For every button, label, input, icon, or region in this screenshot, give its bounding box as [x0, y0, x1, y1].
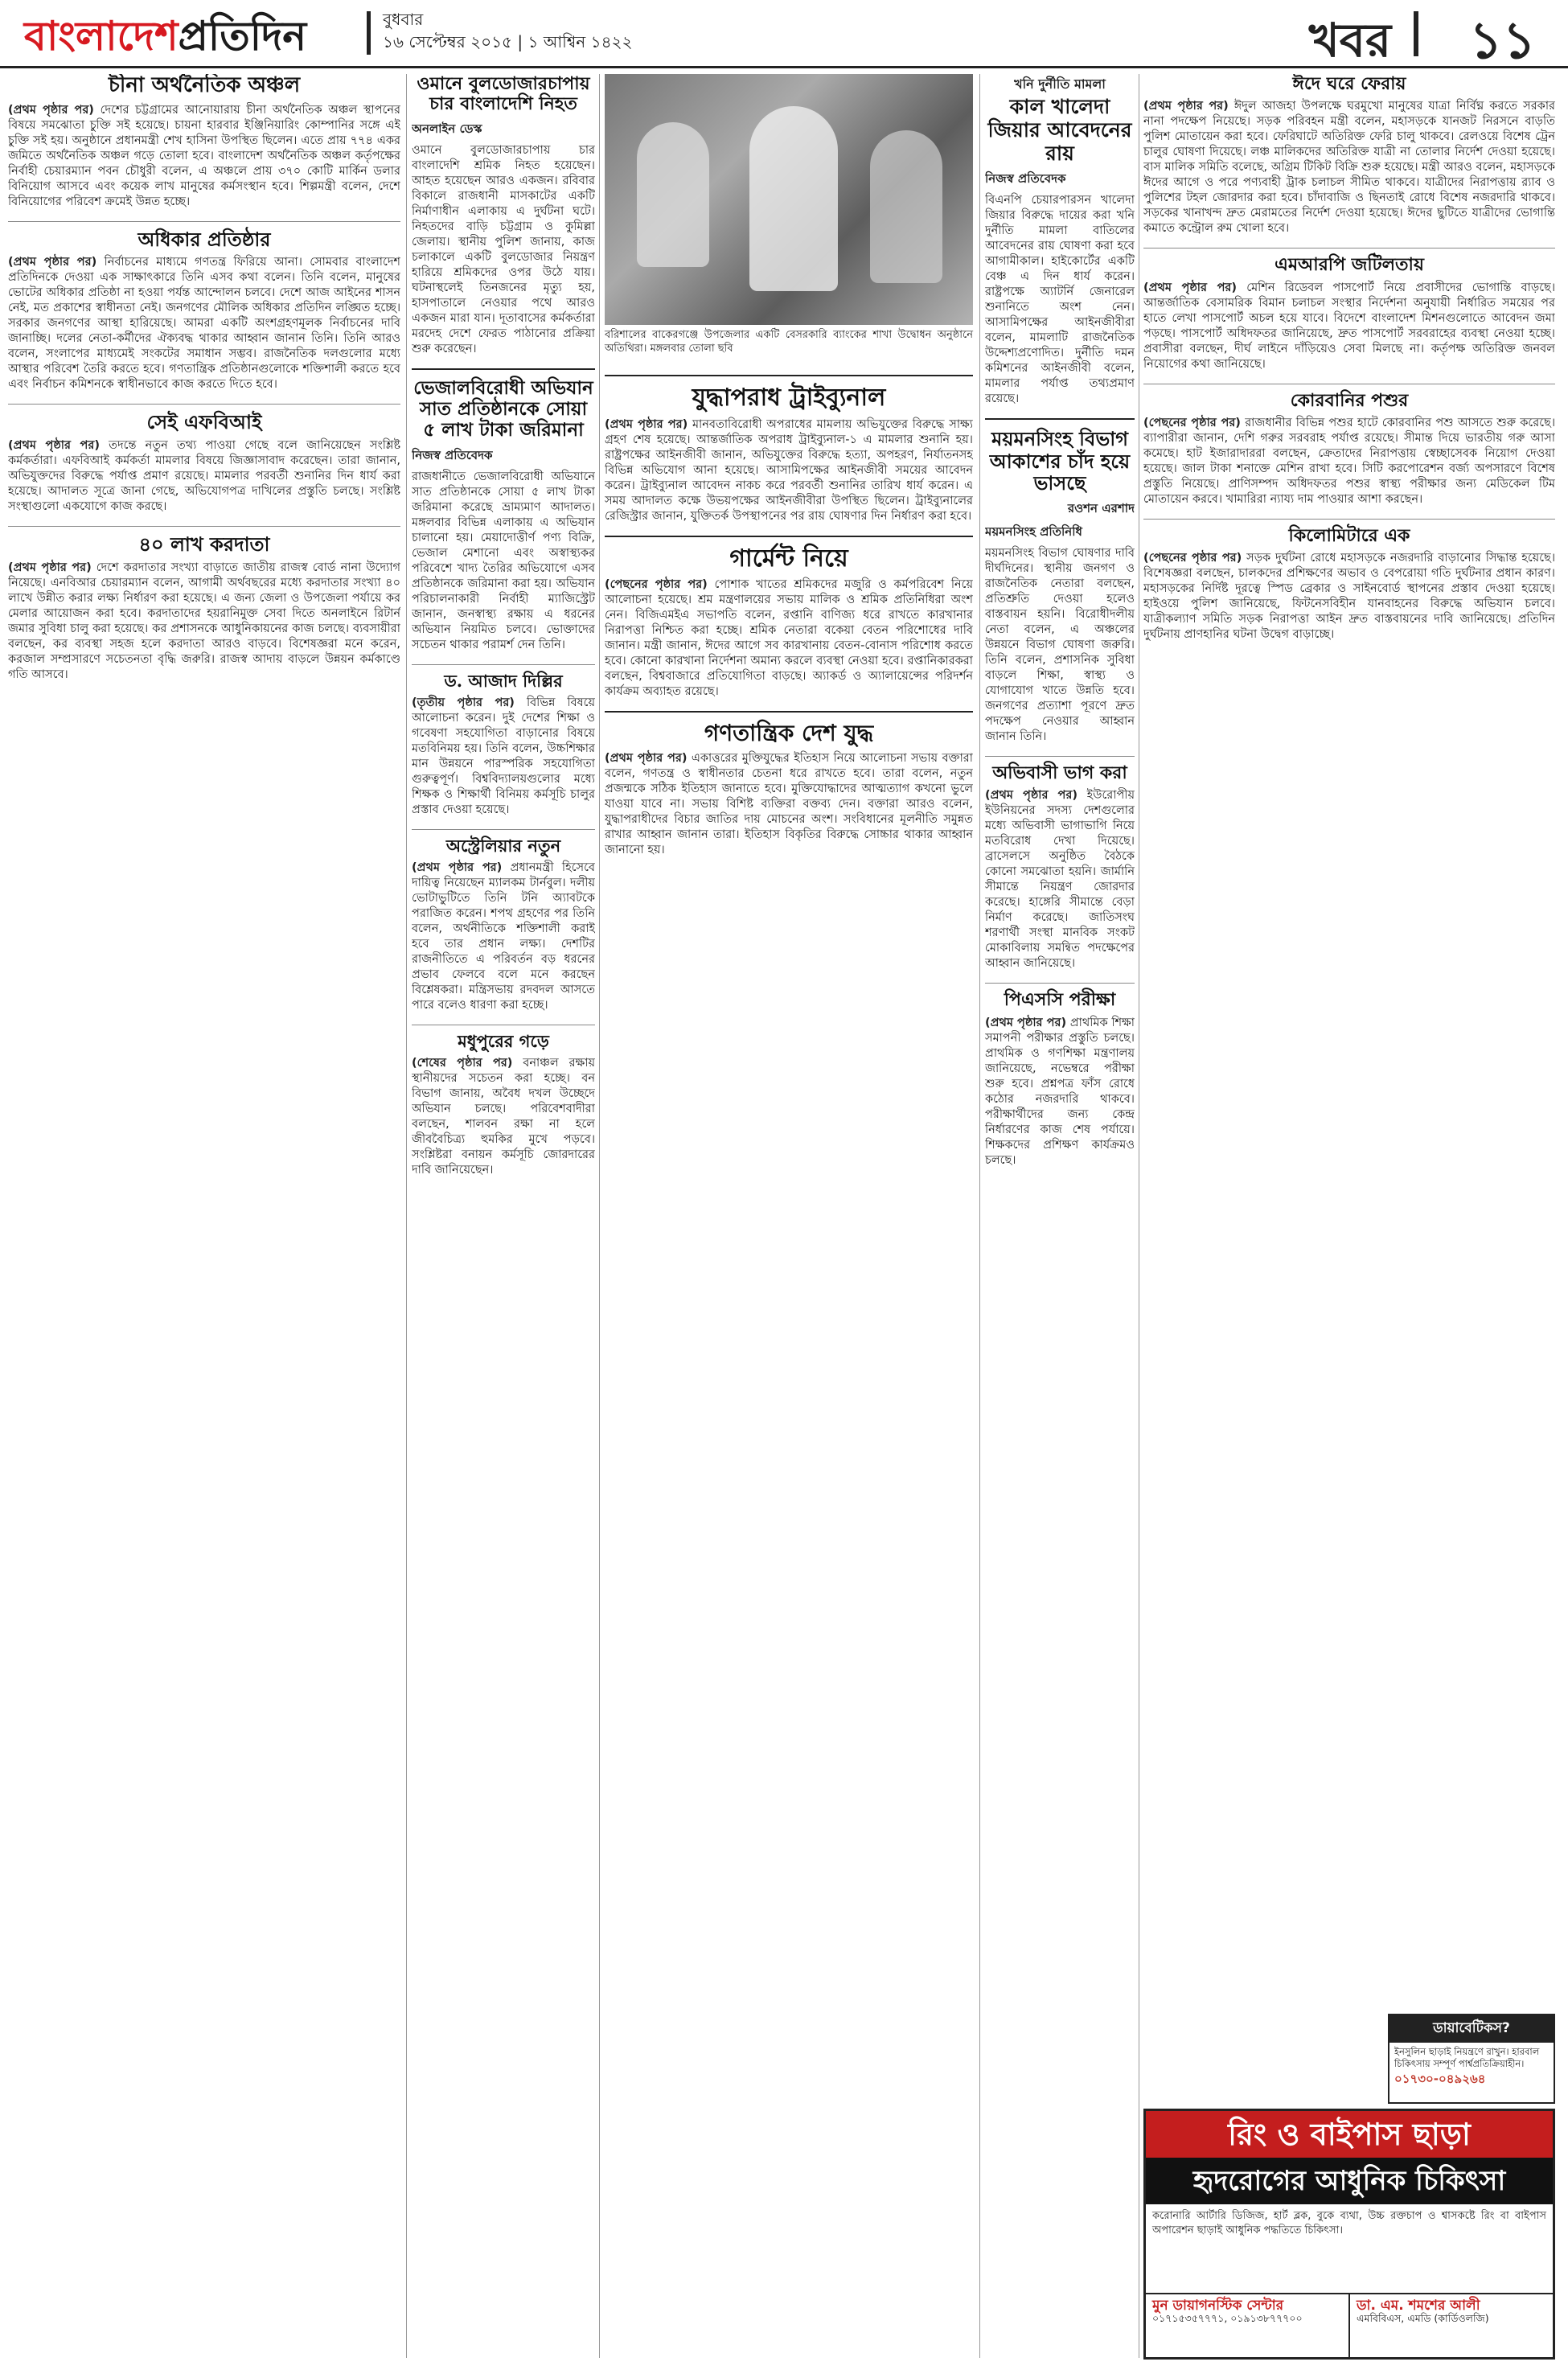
section-title: খবর: [1308, 13, 1391, 68]
article-body: [8, 255, 400, 392]
divider: [985, 418, 1135, 420]
article-body: রাজধানীতে ভেজালবিরোধী অভিযানে সাত প্রতিষ্ঠানকে সোয়া ৫ লাখ টাকা জরিমানা করেছে ভ্রাম্যমাণ আদালত। মঙ্গলবার বিভিন্ন এলাকায় এ অভিযান চালানো হয়। মেয়াদোত্তীর্ণ পণ্য বিক্রি, ভেজাল মেশানো এবং অস্বাস্থ্যকর পরিবেশে খাদ্য তৈরির অভিযোগে এসব প্রতিষ্ঠানকে জরিমানা করা হয়। অভিযান পরিচালনাকারী নির্বাহী ম্যাজিস্ট্রেট জানান, জনস্বাস্থ্য রক্ষায় এ ধরনের অভিযান নিয়মিত চলবে। ভোক্তাদের সচেতন থাকার পরামর্শ দেন তিনি।: [412, 470, 595, 651]
column-rule: [979, 74, 980, 2358]
article-headline: অস্ট্রেলিয়ার নতুন: [445, 836, 561, 856]
article-sacrificial-animals: [1143, 391, 1555, 507]
masthead: [0, 0, 1568, 71]
article-text: একাত্তরের মুক্তিযুদ্ধের ইতিহাস নিয়ে আলোচনা সভায় বক্তারা বলেন, গণতন্ত্র ও স্বাধীনতার চেতনা ধরে রাখতে হবে। তারা বলেন, নতুন প্রজন্মকে সঠিক ইতিহাস জানাতে হবে। মুক্তিযোদ্ধাদের আত্মত্যাগ কখনো ভুলে যাওয়া যাবে না। সভায় বিশিষ্ট ব্যক্তিরা বক্তব্য দেন। বক্তারা আরও বলেন, যুদ্ধাপরাধীদের বিচার জাতির দায় মোচনের অংশ। সংবিধানের মূলনীতি সমুন্নত রাখার আহ্বান জানান তারা। ইতিহাস বিকৃতির বিরুদ্ধে সোচ্চার থাকার আহ্বান জানানো হয়।: [605, 752, 973, 857]
continued-from: (পেছনের পৃষ্ঠার পর): [605, 578, 708, 591]
continued-from: (পেছনের পৃষ্ঠার পর): [1143, 552, 1242, 565]
article-headline: কাল খালেদা জিয়ার আবেদনের রায়: [987, 95, 1132, 165]
article-text: মেশিন রিডেবল পাসপোর্ট নিয়ে প্রবাসীদের ভোগান্তি বাড়ছে। আন্তর্জাতিক বেসামরিক বিমান চলাচল সংস্থার নির্দেশনা অনুযায়ী নির্ধারিত সময়ের পর হাতে লেখা পাসপোর্ট অচল হয়ে যাবে। বিদেশে বাংলাদেশ মিশনগুলোতে আবেদন জমা পড়ছে। পাসপোর্ট অধিদফতর জানিয়েছে, দ্রুত পাসপোর্ট সরবরাহের ব্যবস্থা নেওয়া হচ্ছে। প্রবাসীরা বলছেন, দীর্ঘ লাইনে দাঁড়িয়েও সেবা মিলছে না। কর্তৃপক্ষ অতিরিক্ত জনবল নিয়োগের কথা জানিয়েছে।: [1143, 281, 1555, 371]
article-eid-travel: [1143, 74, 1555, 236]
column-rule: [599, 74, 600, 2358]
article-body: ওমানে বুলডোজারচাপায় চার বাংলাদেশি শ্রমিক নিহত হয়েছেন। আহত হয়েছেন আরও একজন। রবিবার বিকালে রাজধানী মাসকাটের একটি নির্মাণাধীন এলাকায় এ দুর্ঘটনা ঘটে। নিহতদের বাড়ি চট্টগ্রাম ও কুমিল্লা জেলায়। স্থানীয় পুলিশ জানায়, কাজ চলাকালে একটি বুলডোজার নিয়ন্ত্রণ হারিয়ে শ্রমিকদের ওপর উঠে যায়। ঘটনাস্থলেই তিনজনের মৃত্যু হয়, হাসপাতালে নেওয়ার পথে আরও একজন মারা যান। দূতাবাসের কর্মকর্তারা মরদেহ দেশে ফেরত পাঠানোর প্রক্রিয়া শুরু করেছেন।: [412, 143, 595, 355]
article-headline: ঈদে ঘরে ফেরায়: [1292, 74, 1406, 94]
article-body: [605, 417, 973, 524]
continued-from: (তৃতীয় পৃষ্ঠার পর): [412, 696, 515, 710]
divider: [8, 404, 400, 405]
article-headline: অধিকার প্রতিষ্ঠার: [138, 227, 271, 251]
continued-from: (প্রথম পৃষ্ঠার পর): [8, 439, 100, 453]
ad-headline: রিং ও বাইপাস ছাড়া: [1146, 2111, 1553, 2158]
article-headline: যুদ্ধাপরাধ ট্রাইব্যুনাল: [692, 384, 886, 412]
article-psc-exam: [985, 990, 1135, 1168]
ad-description: করোনারি আর্টারি ডিজিজ, হার্ট ব্লক, বুকে ব্যথা, উচ্চ রক্তচাপ ও শ্বাসকষ্টে রিং বা বাইপাস অপারেশন ছাড়াই আধুনিক পদ্ধতিতে চিকিৎসা।: [1152, 2210, 1546, 2236]
article-body: [412, 860, 595, 1013]
ad-center-block: [1146, 2294, 1350, 2357]
continued-from: (প্রথম পৃষ্ঠার পর): [985, 789, 1077, 803]
article-per-kilometer: [1143, 526, 1555, 643]
byline: অনলাইন ডেস্ক: [412, 121, 482, 136]
ad-title: ডায়াবেটিকস?: [1389, 2015, 1554, 2043]
article-body: [8, 438, 400, 515]
article-rights: [8, 228, 400, 393]
continued-from: (পেছনের পৃষ্ঠার পর): [1143, 416, 1241, 429]
issue-date: ১৬ সেপ্টেম্বর ২০১৫ | ১ আশ্বিন ১৪২২: [383, 32, 633, 51]
article-mymensingh-division: [985, 428, 1135, 745]
column-3: [605, 370, 973, 2358]
ad-text: ইনসুলিন ছাড়াই নিয়ন্ত্রণে রাখুন। হারবাল চিকিৎসায় সম্পূর্ণ পার্শ্বপ্রতিক্রিয়াহীন।: [1394, 2046, 1540, 2069]
continued-from: (প্রথম পৃষ্ঠার পর): [605, 752, 688, 766]
divider: [605, 375, 973, 376]
article-body: বিএনপি চেয়ারপারসন খালেদা জিয়ার বিরুদ্ধে দায়ের করা খনি দুর্নীতি মামলা বাতিলের আবেদনের রায় ঘোষণা করা হবে আগামীকাল। হাইকোর্টের একটি বেঞ্চ এ দিন ধার্য করেন। রাষ্ট্রপক্ষে অ্যাটর্নি জেনারেল শুনানিতে অংশ নেন। আসামিপক্ষের আইনজীবীরা বলেন, মামলাটি রাজনৈতিক উদ্দেশ্যপ্রণোদিত। দুর্নীতি দমন কমিশনের আইনজীবী বলেন, মামলার পর্যাপ্ত তথ্যপ্রমাণ রয়েছে।: [985, 194, 1135, 406]
article-body: [412, 696, 595, 818]
continued-from: (প্রথম পৃষ্ঠার পর): [1143, 281, 1238, 294]
article-fbi: [8, 411, 400, 515]
article-text: নির্বাচনের মাধ্যমে গণতন্ত্র ফিরিয়ে আনা। সোমবার বাংলাদেশ প্রতিদিনকে দেওয়া এক সাক্ষাৎকারে তিনি এসব কথা বলেন। তিনি বলেন, মানুষের ভোটের অধিকার প্রতিষ্ঠা না হওয়া পর্যন্ত আন্দোলন চলবে। দেশে আজ আইনের শাসন নেই, মত প্রকাশের স্বাধীনতা নেই। জনগণের মৌলিক অধিকার প্রতিদিন লঙ্ঘিত হচ্ছে। সরকার জনগণের আস্থা হারিয়েছে। আমরা একটি অংশগ্রহণমূলক নির্বাচনের দাবি জানাচ্ছি। দলের নেতা-কর্মীদের ঐক্যবদ্ধ থাকার আহ্বান জানান তিনি। তিনি আরও বলেন, সংলাপের মাধ্যমেই সংকটের সমাধান সম্ভব। রাজনৈতিক দলগুলোর মধ্যে আস্থার পরিবেশ তৈরি করতে হবে। গণতান্ত্রিক প্রতিষ্ঠানগুলোকে শক্তিশালী করতে হবে এবং নির্বাচন কমিশনকে স্বাধীনভাবে কাজ করতে দিতে হবে।: [8, 256, 400, 392]
article-body: [412, 1056, 595, 1178]
column-4: [985, 74, 1135, 2358]
dateline: [383, 8, 633, 53]
article-body: [985, 788, 1135, 971]
divider: [412, 829, 595, 830]
page-number-divider: [1414, 11, 1418, 56]
divider: [1143, 519, 1555, 520]
ad-doctor-block: [1350, 2294, 1553, 2357]
ad-center-name: মুন ডায়াগনস্টিক সেন্টার: [1152, 2298, 1284, 2314]
logo-word-black: প্রতিদিন: [178, 12, 307, 60]
byline: রওশন এরশাদ: [1067, 501, 1135, 516]
article-body: [1143, 551, 1555, 643]
byline: নিজস্ব প্রতিবেদক: [985, 171, 1066, 187]
news-photo: [605, 74, 973, 325]
weekday: বুধবার: [383, 10, 424, 29]
article-headline: ময়মনসিংহ বিভাগ আকাশের চাঁদ হয়ে ভাসছে: [989, 427, 1131, 495]
article-text: মানবতাবিরোধী অপরাধের মামলায় অভিযুক্তের বিরুদ্ধে সাক্ষ্য গ্রহণ শেষ হয়েছে। আন্তর্জাতিক অপরাধ ট্রাইব্যুনাল-১ এ মামলার শুনানি হয়। রাষ্ট্রপক্ষের আইনজীবী জানান, অভিযুক্তের বিরুদ্ধে হত্যা, অপহরণ, নির্যাতনসহ বিভিন্ন অভিযোগ আনা হয়েছে। আসামিপক্ষের আইনজীবী সময়ের আবেদন করেন। ট্রাইব্যুনাল আবেদন নাকচ করে পরবর্তী শুনানির তারিখ ধার্য করেন। এ সময় আদালত কক্ষে উভয়পক্ষের আইনজীবীরা উপস্থিত ছিলেন। ট্রাইব্যুনালের রেজিস্ট্রার জানান, যুক্তিতর্ক উপস্থাপনের পর রায় ঘোষণার দিন নির্ধারণ করা হবে।: [605, 417, 973, 523]
article-headline: চীনা অর্থনৈতিক অঞ্চল: [108, 74, 301, 97]
photo-figure: [637, 122, 709, 267]
article-headline: মধুপুরের গড়ে: [458, 1031, 549, 1052]
article-madhupur: [412, 1032, 595, 1178]
column-2: [412, 74, 595, 2358]
article-war-crimes-tribunal: [605, 384, 973, 524]
ad-phone: ০১৭৩০-০৪৯২৬৪: [1394, 2072, 1486, 2086]
divider: [605, 711, 973, 713]
ad-center-phone: ০১৭১৫৩৫৭৭৭১, ০১৯১৩৮৭৭৭০০: [1152, 2312, 1303, 2324]
byline: নিজস্ব প্রতিবেদক: [412, 447, 493, 462]
article-headline: ভেজালবিরোধী অভিযান সাত প্রতিষ্ঠানকে সোয়া ৫ লাখ টাকা জরিমানা: [413, 376, 593, 442]
article-garments: [605, 545, 973, 700]
continued-from: (প্রথম পৃষ্ঠার পর): [412, 861, 503, 875]
ad-doctor-detail: এমবিবিএস, এমডি (কার্ডিওলজি): [1357, 2312, 1489, 2324]
logo-word-red: বাংলাদেশ: [24, 12, 179, 60]
overline: খনি দুর্নীতি মামলা: [1014, 76, 1106, 92]
masthead-divider: [367, 11, 371, 55]
article-democratic-war: [605, 721, 973, 858]
continued-from: (প্রথম পৃষ্ঠার পর): [8, 103, 94, 117]
article-headline: কিলোমিটারে এক: [1288, 524, 1410, 546]
divider: [8, 221, 400, 222]
article-text: দেশে করদাতার সংখ্যা বাড়াতে জাতীয় রাজস্ব বোর্ড নানা উদ্যোগ নিয়েছে। এনবিআর চেয়ারম্যান বলেন, আগামী অর্থবছরের মধ্যে করদাতার সংখ্যা ৪০ লাখে উন্নীত করার লক্ষ্য নির্ধারণ করা হয়েছে। এ জন্য জেলা ও উপজেলা পর্যায়ে কর মেলার আয়োজন করা হবে। করদাতাদের হয়রানিমুক্ত সেবা দিতে অনলাইনে রিটার্ন জমার সুবিধা চালু করা হয়েছে। কর প্রশাসনকে আধুনিকায়নের কাজ চলছে। ব্যবসায়ীরা বলছেন, কর ব্যবস্থা সহজ হলে করদাতা আরও বাড়বে। বিশেষজ্ঞরা মনে করেন, করজাল সম্প্রসারণে সচেতনতা বৃদ্ধি জরুরি। রাজস্ব আদায় বাড়লে উন্নয়ন কর্মকাণ্ডে গতি আসবে।: [8, 561, 400, 681]
article-dr-azad: [412, 672, 595, 818]
article-text: বনাঞ্চল রক্ষায় স্থানীয়দের সচেতন করা হচ্ছে। বন বিভাগ জানায়, অবৈধ দখল উচ্ছেদে অভিযান চলছে। পরিবেশবাদীরা বলছেন, শালবন রক্ষা না হলে জীববৈচিত্র্য হুমকির মুখে পড়বে। সংশ্লিষ্টরা বনায়ন কর্মসূচি জোরদারের দাবি জানিয়েছেন।: [412, 1057, 595, 1177]
article-text: বিভিন্ন বিষয়ে আলোচনা করেন। দুই দেশের শিক্ষা ও গবেষণা সহযোগিতা বাড়ানোর বিষয়ে মতবিনিময় হয়। তিনি বলেন, উচ্চশিক্ষার মান উন্নয়নে পারস্পরিক সহযোগিতা গুরুত্বপূর্ণ। বিশ্ববিদ্যালয়গুলোর মধ্যে শিক্ষক ও শিক্ষার্থী বিনিময় কর্মসূচি চালুর প্রস্তাব দেওয়া হয়েছে।: [412, 696, 595, 817]
article-text: পোশাক খাতের শ্রমিকদের মজুরি ও কর্মপরিবেশ নিয়ে আলোচনা হয়েছে। শ্রম মন্ত্রণালয়ের সভায় মালিক ও শ্রমিক প্রতিনিধিরা অংশ নেন। বিজিএমইএ সভাপতি বলেন, রপ্তানি বাণিজ্য ধরে রাখতে কারখানার নিরাপত্তা নিশ্চিত করা হচ্ছে। শ্রমিক নেতারা বকেয়া বেতন পরিশোধের দাবি জানান। মন্ত্রী জানান, ঈদের আগে সব কারখানায় বেতন-বোনাস পরিশোধ করতে হবে। কোনো কারখানা নির্দেশনা অমান্য করলে ব্যবস্থা নেওয়া হবে। রপ্তানিকারকরা বলছেন, বিশ্ববাজারে প্রতিযোগিতা বাড়ছে। অ্যাকর্ড ও অ্যালায়েন্সের পরিদর্শন কার্যক্রম অব্যাহত রয়েছে।: [605, 578, 973, 698]
article-headline: গণতান্ত্রিক দেশ যুদ্ধ: [704, 720, 874, 746]
article-body: [605, 577, 973, 700]
article-headline: সেই এফবিআই: [146, 410, 262, 434]
article-headline: পিএসসি পরীক্ষা: [1004, 989, 1116, 1011]
divider: [412, 368, 595, 370]
article-headline: গার্মেন্ট নিয়ে: [729, 544, 848, 573]
continued-from: (প্রথম পৃষ্ঠার পর): [8, 561, 92, 574]
article-adulteration-drive: [412, 378, 595, 653]
dateline: ময়মনসিংহ প্রতিনিধি: [985, 524, 1082, 540]
divider: [412, 664, 595, 665]
article-body: [605, 751, 973, 858]
article-china-economic-zone: [8, 74, 400, 210]
article-text: প্রাথমিক শিক্ষা সমাপনী পরীক্ষার প্রস্তুতি চলছে। প্রাথমিক ও গণশিক্ষা মন্ত্রণালয় জানিয়েছে, নভেম্বরে পরীক্ষা শুরু হবে। প্রশ্নপত্র ফাঁস রোধে কঠোর নজরদারি থাকবে। পরীক্ষার্থীদের জন্য কেন্দ্র নির্ধারণের কাজ শেষ পর্যায়ে। শিক্ষকদের প্রশিক্ষণ কার্যক্রমও চলছে।: [985, 1016, 1135, 1167]
continued-from: (শেষের পৃষ্ঠার পর): [412, 1057, 513, 1070]
divider: [985, 756, 1135, 757]
article-text: রাজধানীর বিভিন্ন পশুর হাটে কোরবানির পশু আসতে শুরু করেছে। ব্যাপারীরা জানান, দেশি গরুর সরবরাহ পর্যাপ্ত রয়েছে। সীমান্ত দিয়ে ভারতীয় গরু আসা কমেছে। হাট ইজারাদাররা বলছেন, ক্রেতাদের নিরাপত্তায় স্বেচ্ছাসেবক নিয়োগ দেওয়া হয়েছে। জাল টাকা শনাক্তে মেশিন রাখা হবে। সিটি করপোরেশন বর্জ্য অপসারণে বিশেষ প্রস্তুতি নিয়েছে। প্রাণিসম্পদ অধিদফতর পশুর স্বাস্থ্য পরীক্ষার জন্য মেডিকেল টিম মোতায়েন করবে। খামারিরা ন্যায্য দাম পাওয়ার আশা করছেন।: [1143, 416, 1555, 506]
photo-figure: [749, 106, 838, 291]
continued-from: (প্রথম পৃষ্ঠার পর): [985, 1016, 1067, 1029]
article-body: [1143, 281, 1555, 372]
article-australia: [412, 836, 595, 1013]
article-text: ঈদুল আজহা উপলক্ষে ঘরমুখো মানুষের যাত্রা নির্বিঘ্ন করতে সরকার নানা পদক্ষেপ নিয়েছে। সড়ক পরিবহন মন্ত্রী বলেন, মহাসড়কে যানজট নিরসনে বাড়তি পুলিশ মোতায়েন করা হবে। ফেরিঘাটে অতিরিক্ত ফেরি চালু থাকবে। রেলওয়ে বিশেষ ট্রেন চালুর ঘোষণা দিয়েছে। লঞ্চ মালিকদের অতিরিক্ত যাত্রী না তোলার নির্দেশ দেওয়া হয়েছে। বাস মালিক সমিতি বলেছে, অগ্রিম টিকিট বিক্রি শুরু হয়েছে। মন্ত্রী আরও বলেন, মহাসড়কে ঈদের আগে ও পরে পণ্যবাহী ট্রাক চলাচল সীমিত থাকবে। যাত্রীদের নিরাপত্তায় র‍্যাব ও পুলিশের টহল জোরদার করা হবে। চাঁদাবাজি ও ছিনতাই রোধে বিশেষ নজরদারি থাকবে। সড়কের খানাখন্দ দ্রুত মেরামতের নির্দেশ দেওয়া হয়েছে। ঈদের ছুটিতে যাত্রীদের ভোগান্তি কমাতে কন্ট্রোল রুম খোলা হবে।: [1143, 100, 1555, 236]
divider: [8, 526, 400, 527]
article-migrants: [985, 763, 1135, 971]
article-khaleda-verdict: [985, 74, 1135, 407]
divider: [605, 536, 973, 537]
column-5: [1143, 74, 1555, 2004]
photo-caption: বরিশালের বাকেরগঞ্জে উপজেলার একটি বেসরকারি ব্যাংকের শাখা উদ্বোধন অনুষ্ঠানে অতিথিরা। মঙ্গলবার তোলা ছবি: [605, 329, 973, 355]
article-body: [8, 561, 400, 683]
continued-from: (প্রথম পৃষ্ঠার পর): [8, 256, 97, 269]
ad-subheadline: হৃদরোগের আধুনিক চিকিৎসা: [1146, 2158, 1553, 2204]
column-1: [8, 74, 400, 2358]
continued-from: (প্রথম পৃষ্ঠার পর): [1143, 100, 1229, 113]
article-text: তদন্তে নতুন তথ্য পাওয়া গেছে বলে জানিয়েছেন সংশ্লিষ্ট কর্মকর্তারা। এফবিআই কর্মকর্তা মামলার বিষয়ে জিজ্ঞাসাবাদ করেছেন। তারা জানান, অভিযুক্তদের বিরুদ্ধে পর্যাপ্ত প্রমাণ রয়েছে। মামলার পরবর্তী শুনানির দিন ধার্য করা হয়েছে। আদালত সূত্রে জানা গেছে, অভিযোগপত্র দাখিলের প্রস্তুতি চলছে। সংশ্লিষ্ট সংস্থাগুলো একযোগে কাজ করছে।: [8, 439, 400, 514]
article-body: [985, 1016, 1135, 1169]
article-mrp: [1143, 255, 1555, 372]
newspaper-logo: [24, 6, 306, 73]
divider: [985, 983, 1135, 984]
article-oman-accident: [412, 74, 595, 357]
photo-figure: [870, 130, 942, 283]
article-body: ময়মনসিংহ বিভাগ ঘোষণার দাবি দীর্ঘদিনের। স্থানীয় জনগণ ও রাজনৈতিক নেতারা বলছেন, প্রতিশ্রুতি দেওয়া হলেও বাস্তবায়ন হয়নি। বিরোধীদলীয় নেতা বলেন, এ অঞ্চলের উন্নয়নে বিভাগ ঘোষণা জরুরি। তিনি বলেন, প্রশাসনিক সুবিধা বাড়লে শিক্ষা, স্বাস্থ্য ও যোগাযোগ খাতে উন্নতি হবে। জনগণের প্রত্যাশা পূরণে দ্রুত পদক্ষেপ নেওয়ার আহ্বান জানান তিনি।: [985, 547, 1135, 744]
article-headline: এমআরপি জটিলতায়: [1275, 254, 1424, 276]
article-headline: ৪০ লাখ করদাতা: [138, 532, 270, 557]
article-body: [1143, 416, 1555, 507]
article-taxpayers: [8, 533, 400, 683]
article-text: প্রধানমন্ত্রী হিসেবে দায়িত্ব নিয়েছেন ম্যালকম টার্নবুল। দলীয় ভোটাভুটিতে তিনি টনি অ্যাবটকে পরাজিত করেন। শপথ গ্রহণের পর তিনি বলেন, অর্থনীতিকে শক্তিশালী করাই হবে তার প্রধান লক্ষ্য। দেশটির রাজনীতিতে এ পরিবর্তন বড় ধরনের প্রভাব ফেলবে বলে মনে করছেন বিশ্লেষকরা। মন্ত্রিসভায় রদবদল আসতে পারে বলেও ধারণা করা হচ্ছে।: [412, 861, 595, 1012]
continued-from: (প্রথম পৃষ্ঠার পর): [605, 417, 688, 431]
diabetes-ad: [1388, 2014, 1555, 2104]
ad-footer: [1146, 2293, 1553, 2357]
article-headline: কোরবানির পশুর: [1290, 389, 1409, 411]
article-headline: ওমানে বুলডোজারচাপায় চার বাংলাদেশি নিহত: [417, 74, 590, 115]
article-text: সড়ক দুর্ঘটনা রোধে মহাসড়কে নজরদারি বাড়ানোর সিদ্ধান্ত হয়েছে। বিশেষজ্ঞরা বলছেন, চালকদের প্রশিক্ষণের অভাব ও বেপরোয়া গতি দুর্ঘটনার প্রধান কারণ। মহাসড়কের নির্দিষ্ট দূরত্বে স্পিড ব্রেকার ও সাইনবোর্ড স্থাপনের প্রস্তাব দেওয়া হয়েছে। হাইওয়ে পুলিশ জানিয়েছে, ফিটনেসবিহীন যানবাহনের বিরুদ্ধে অভিযান চলবে। যাত্রীকল্যাণ সমিতি সড়ক নিরাপত্তা আইন দ্রুত বাস্তবায়নের দাবি জানিয়েছে। প্রতিদিন দুর্ঘটনায় প্রাণহানির ঘটনা উদ্বেগ বাড়াচ্ছে।: [1143, 552, 1555, 642]
article-text: ইউরোপীয় ইউনিয়নের সদস্য দেশগুলোর মধ্যে অভিবাসী ভাগাভাগি নিয়ে মতবিরোধ দেখা দিয়েছে। ব্রাসেলসে অনুষ্ঠিত বৈঠকে কোনো সমঝোতা হয়নি। জার্মানি সীমান্তে নিয়ন্ত্রণ জোরদার করেছে। হাঙ্গেরি সীমান্তে বেড়া নির্মাণ করেছে। জাতিসংঘ শরণার্থী সংস্থা মানবিক সংকট মোকাবিলায় সমন্বিত পদক্ষেপের আহ্বান জানিয়েছে।: [985, 789, 1135, 971]
article-body: [1143, 99, 1555, 236]
ad-doctor-name: ডা. এম. শমশের আলী: [1357, 2298, 1480, 2314]
article-body: [8, 103, 400, 210]
heart-treatment-ad: [1143, 2109, 1555, 2360]
column-rule: [406, 74, 407, 2358]
article-headline: ড. আজাদ দিল্লির: [444, 670, 563, 691]
article-headline: অভিবাসী ভাগ করা: [992, 762, 1127, 784]
article-text: দেশের চট্টগ্রামের আনোয়ারায় চীনা অর্থনৈতিক অঞ্চল স্থাপনের বিষয়ে সমঝোতা চুক্তি সই হয়েছে। চায়না হারবার ইঞ্জিনিয়ারিং কোম্পানির সঙ্গে এই চুক্তি সই হয়। অনুষ্ঠানে প্রধানমন্ত্রী শেখ হাসিনা উপস্থিত ছিলেন। এতে প্রায় ৭৭৪ একর জমিতে অর্থনৈতিক অঞ্চল গড়ে তোলা হবে। বাংলাদেশ অর্থনৈতিক অঞ্চল কর্তৃপক্ষের নির্বাহী চেয়ারম্যান পবন চৌধুরী বলেন, এ অঞ্চলে প্রায় ৩৭০ কোটি মার্কিন ডলার বিনিয়োগ আসবে এবং কয়েক লাখ মানুষের কর্মসংস্থান হবে। শিল্পমন্ত্রী বলেন, দেশে বিনিয়োগের পরিবেশ ক্রমেই উন্নত হচ্ছে।: [8, 103, 400, 208]
page-number: ১১: [1468, 10, 1536, 71]
